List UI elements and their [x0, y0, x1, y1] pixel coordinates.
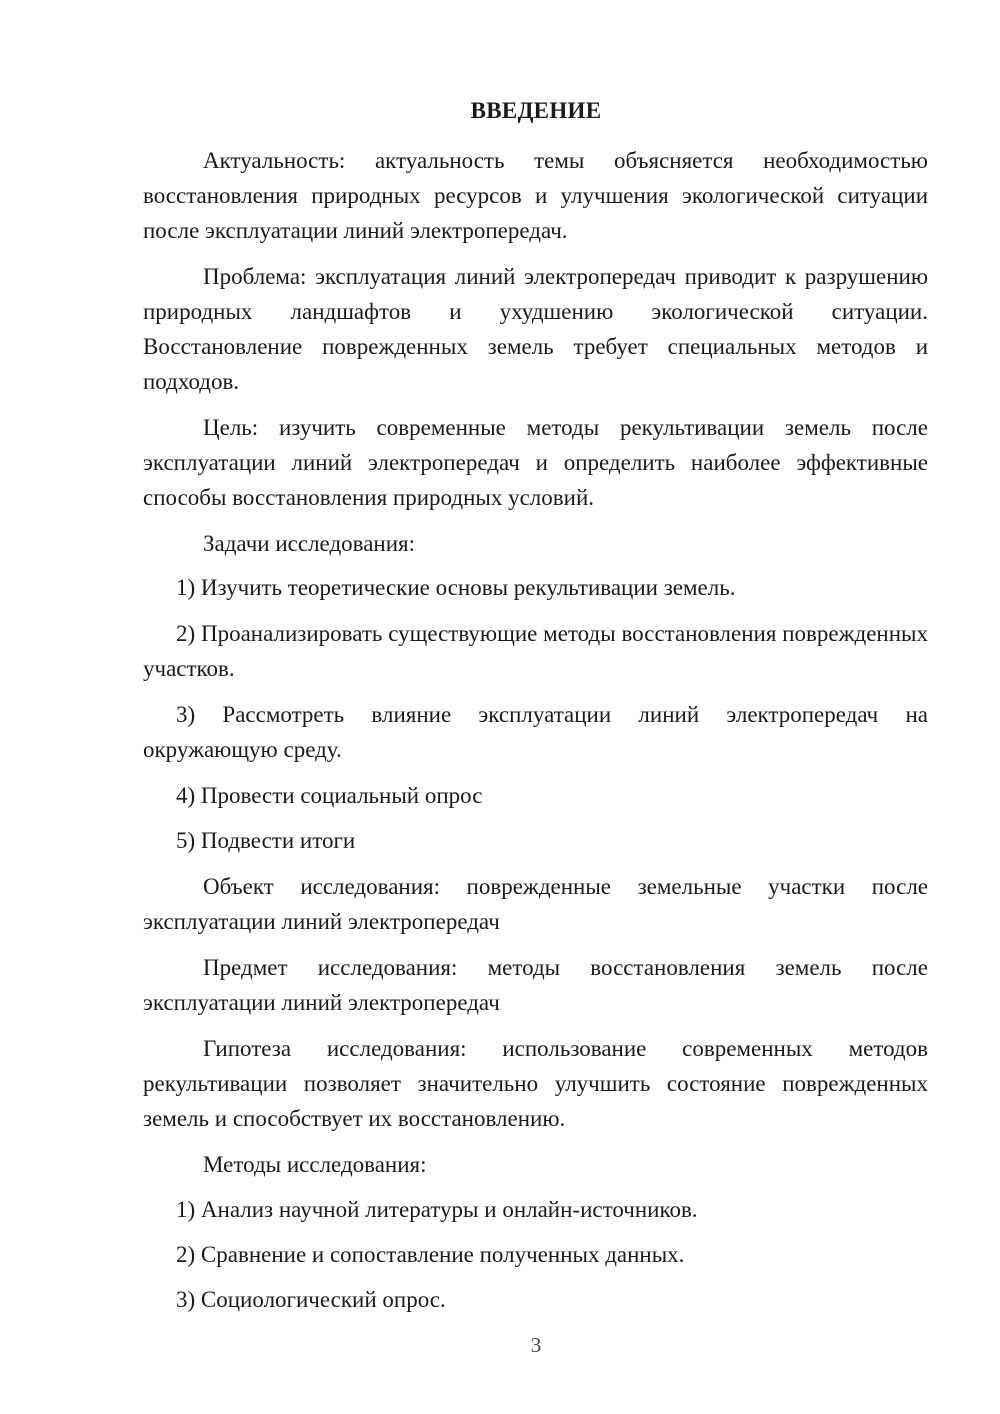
- paragraph-object: Объект исследования: поврежденные земельные участки после эксплуатации линий электропередач: [143, 874, 928, 934]
- task-item-5: 5) Подвести итоги: [176, 828, 356, 853]
- section-title: ВВЕДЕНИЕ: [470, 98, 602, 123]
- method-item-2: 2) Сравнение и сопоставление полученных данных.: [176, 1242, 685, 1267]
- paragraph-methods-heading: Методы исследования:: [203, 1152, 427, 1177]
- task-item-2: 2) Проанализировать существующие методы восстановления поврежденных участков.: [143, 621, 928, 681]
- paragraph-tasks-heading: Задачи исследования:: [203, 531, 416, 556]
- task-item-3: 3) Рассмотреть влияние эксплуатации линий электропередач на окружающую среду.: [143, 702, 928, 762]
- task-item-4: 4) Провести социальный опрос: [176, 783, 483, 808]
- paragraph-relevance: Актуальность: актуальность темы объясняется необходимостью восстановления природных ресурсов и улучшения экологической ситуации после эксплуатации линий электропередач.: [143, 148, 928, 243]
- paragraph-goal: Цель: изучить современные методы рекультивации земель после эксплуатации линий электропередач и определить наиболее эффективные способы восстановления природных условий.: [143, 415, 928, 510]
- method-item-1: 1) Анализ научной литературы и онлайн-источников.: [176, 1197, 698, 1222]
- method-item-3: 3) Социологический опрос.: [176, 1287, 446, 1312]
- page-number: 3: [530, 1333, 542, 1357]
- paragraph-hypothesis: Гипотеза исследования: использование современных методов рекультивации позволяет значительно улучшить состояние поврежденных земель и способствует их восстановлению.: [143, 1036, 928, 1131]
- task-item-1: 1) Изучить теоретические основы рекультивации земель.: [176, 575, 736, 600]
- paragraph-subject: Предмет исследования: методы восстановления земель после эксплуатации линий электропередач: [143, 955, 928, 1015]
- paragraph-problem: Проблема: эксплуатация линий электропередач приводит к разрушению природных ландшафтов и ухудшению экологической ситуации. Восстановление поврежденных земель требует специальных методов и подходов.: [143, 264, 928, 394]
